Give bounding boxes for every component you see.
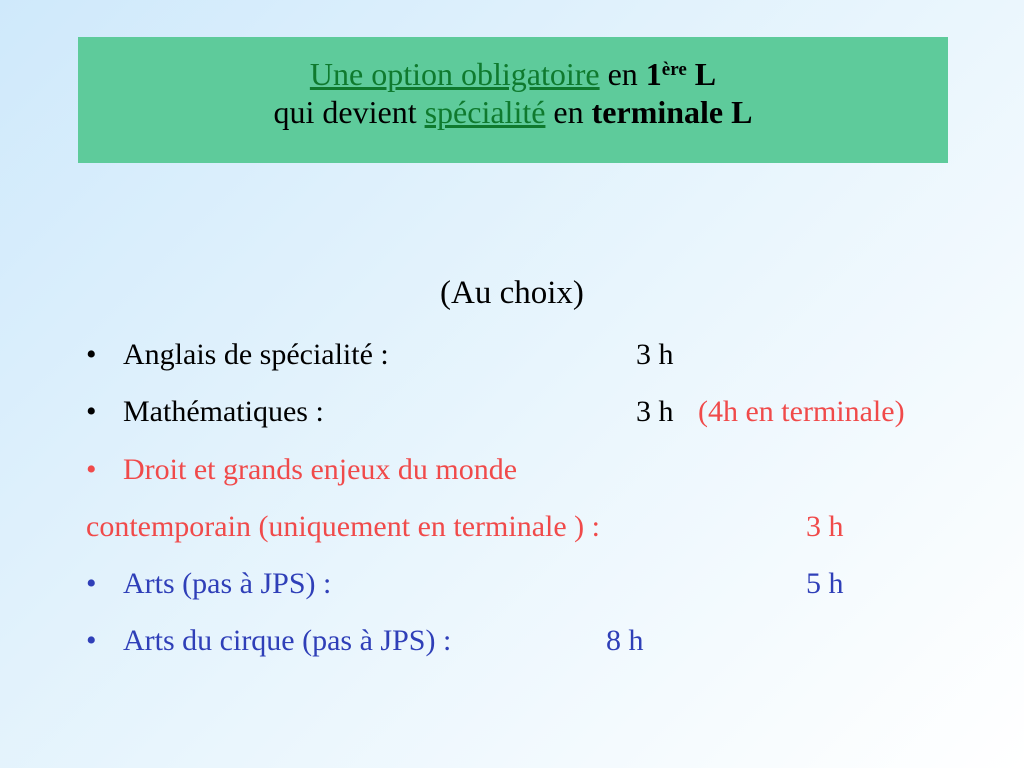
item-note: (4h en terminale) xyxy=(698,395,905,428)
item-hours: 3 h xyxy=(636,338,674,371)
item-label: Arts du cirque (pas à JPS) : xyxy=(123,624,452,657)
item-label: Anglais de spécialité : xyxy=(123,338,389,371)
bullet: • xyxy=(86,453,97,486)
title-option-obligatoire: Une option obligatoire xyxy=(309,56,600,92)
title-terminale: terminale L xyxy=(591,94,753,130)
item-hours: 3 h xyxy=(806,510,844,543)
bullet: • xyxy=(86,338,97,371)
item-label: Mathématiques : xyxy=(123,395,324,428)
subheading-au-choix: (Au choix) xyxy=(440,275,584,311)
title-qui-devient: qui devient xyxy=(273,94,417,130)
title-en-2: en xyxy=(553,94,584,130)
item-continuation: contemporain (uniquement en terminale ) : xyxy=(86,510,600,543)
item-hours: 3 h xyxy=(636,395,674,428)
title-en-1: en xyxy=(607,56,638,92)
item-hours: 8 h xyxy=(606,624,644,657)
title-line-2 xyxy=(78,93,948,131)
title-premiere: 1ère L xyxy=(645,56,717,92)
title-specialite: spécialité xyxy=(424,94,546,130)
bullet: • xyxy=(86,624,97,657)
bullet: • xyxy=(86,567,97,600)
item-hours: 5 h xyxy=(806,567,844,600)
item-label: Arts (pas à JPS) : xyxy=(123,567,332,600)
bullet: • xyxy=(86,395,97,428)
title-box xyxy=(78,37,948,163)
title-sup-ere: ère xyxy=(661,59,687,80)
title-line-1 xyxy=(78,55,948,93)
item-label: Droit et grands enjeux du monde xyxy=(123,453,518,486)
